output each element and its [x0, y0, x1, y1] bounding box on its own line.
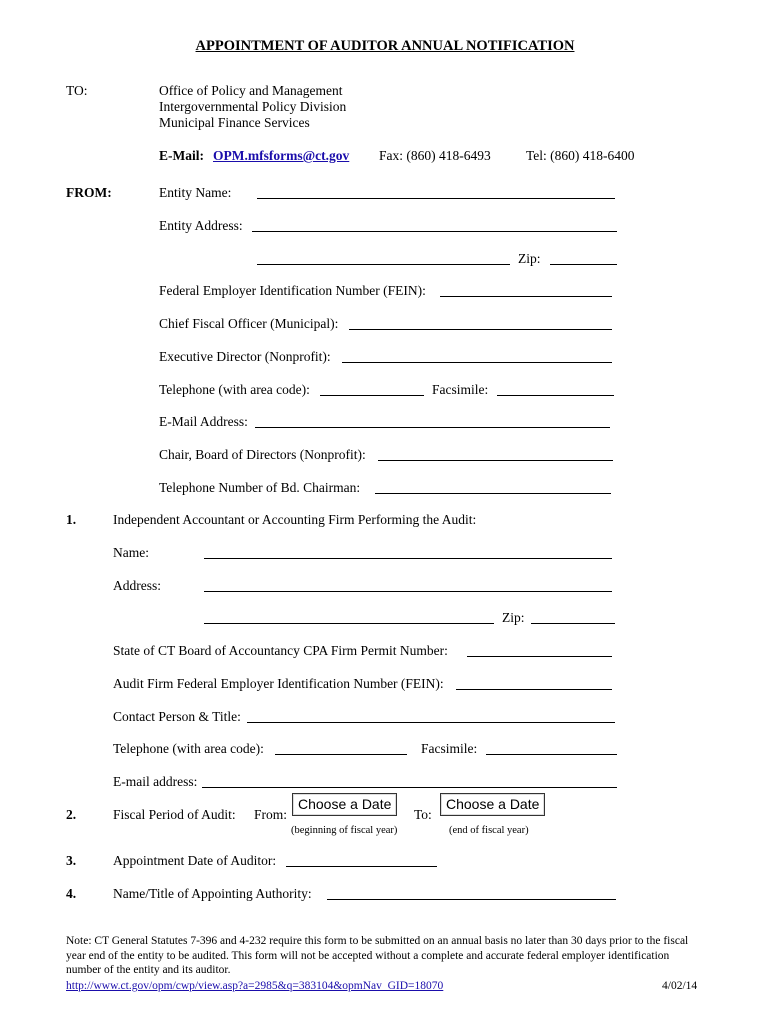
entity-address-line2-field[interactable] — [257, 264, 510, 265]
exec-director-label: Executive Director (Nonprofit): — [159, 349, 331, 364]
footer-url-link[interactable]: http://www.ct.gov/opm/cwp/view.asp?a=2985&q=383104&opmNav_GID=18070 — [66, 980, 444, 992]
section-1-number: 1. — [66, 512, 77, 527]
appointing-authority-field[interactable] — [327, 899, 616, 900]
auditor-facsimile-field[interactable] — [486, 754, 617, 755]
to-line-1: Office of Policy and Management — [159, 83, 343, 98]
auditor-address-field[interactable] — [204, 591, 612, 592]
from-date-picker[interactable]: Choose a Date — [292, 793, 397, 816]
auditor-fein-label: Audit Firm Federal Employer Identification Number (FEIN): — [113, 676, 444, 691]
entity-name-label: Entity Name: — [159, 185, 232, 200]
entity-address-field[interactable] — [252, 231, 617, 232]
section-1-heading: Independent Accountant or Accounting Firm Performing the Audit: — [113, 512, 477, 527]
telephone-field[interactable] — [320, 395, 424, 396]
auditor-address-label: Address: — [113, 578, 161, 593]
from-date-label: From: — [254, 807, 288, 822]
section-3-number: 3. — [66, 853, 77, 868]
to-line-2: Intergovernmental Policy Division — [159, 99, 347, 114]
to-date-hint: (end of fiscal year) — [449, 825, 529, 836]
contact-person-field[interactable] — [247, 722, 615, 723]
auditor-email-label: E-mail address: — [113, 774, 198, 789]
email-address-field[interactable] — [255, 427, 610, 428]
appointment-date-label: Appointment Date of Auditor: — [113, 853, 277, 868]
to-date-picker[interactable]: Choose a Date — [440, 793, 545, 816]
cfo-field[interactable] — [349, 329, 612, 330]
entity-zip-label: Zip: — [518, 251, 541, 266]
chair-telephone-label: Telephone Number of Bd. Chairman: — [159, 480, 361, 495]
auditor-email-field[interactable] — [202, 787, 617, 788]
revision-date: 4/02/14 — [662, 980, 698, 992]
fein-field[interactable] — [440, 296, 612, 297]
auditor-zip-field[interactable] — [531, 623, 615, 624]
section-4-number: 4. — [66, 886, 77, 901]
auditor-telephone-field[interactable] — [275, 754, 407, 755]
entity-address-label: Entity Address: — [159, 218, 243, 233]
from-date-hint: (beginning of fiscal year) — [291, 825, 398, 836]
to-label: TO: — [66, 83, 88, 98]
from-label: FROM: — [66, 185, 112, 200]
section-2-number: 2. — [66, 807, 77, 822]
facsimile-label: Facsimile: — [432, 382, 489, 397]
appointment-date-field[interactable] — [286, 866, 437, 867]
cfo-label: Chief Fiscal Officer (Municipal): — [159, 316, 339, 331]
fiscal-period-label: Fiscal Period of Audit: — [113, 807, 236, 822]
entity-name-field[interactable] — [257, 198, 615, 199]
chair-field[interactable] — [378, 460, 613, 461]
appointing-authority-label: Name/Title of Appointing Authority: — [113, 886, 312, 901]
email-link[interactable]: OPM.mfsforms@ct.gov — [213, 148, 350, 163]
statute-note: Note: CT General Statutes 7-396 and 4-232 require this form to be submitted on an annual basis no later than 30 days prior to the fiscal year end of the entity to be audited. This form will not be accepted without a complete and accurate federal employer identification number of the entity and its auditor. — [66, 935, 689, 976]
exec-director-field[interactable] — [342, 362, 612, 363]
auditor-name-label: Name: — [113, 545, 149, 560]
chair-label: Chair, Board of Directors (Nonprofit): — [159, 447, 366, 462]
telephone-label: Telephone (with area code): — [159, 382, 310, 397]
auditor-zip-label: Zip: — [502, 610, 525, 625]
auditor-address-line2-field[interactable] — [204, 623, 494, 624]
cpa-permit-field[interactable] — [467, 656, 612, 657]
email-label: E-Mail: — [159, 148, 204, 163]
to-date-label: To: — [414, 807, 432, 822]
auditor-fein-field[interactable] — [456, 689, 612, 690]
page-title: APPOINTMENT OF AUDITOR ANNUAL NOTIFICATION — [195, 38, 575, 54]
facsimile-field[interactable] — [497, 395, 614, 396]
chair-telephone-field[interactable] — [375, 493, 611, 494]
auditor-name-field[interactable] — [204, 558, 612, 559]
email-address-label: E-Mail Address: — [159, 414, 248, 429]
to-line-3: Municipal Finance Services — [159, 115, 310, 130]
auditor-facsimile-label: Facsimile: — [421, 741, 478, 756]
cpa-permit-label: State of CT Board of Accountancy CPA Firm Permit Number: — [113, 643, 448, 658]
fein-label: Federal Employer Identification Number (FEIN): — [159, 283, 426, 298]
contact-person-label: Contact Person & Title: — [113, 709, 241, 724]
auditor-telephone-label: Telephone (with area code): — [113, 741, 264, 756]
tel-number: Tel: (860) 418-6400 — [526, 148, 635, 163]
fax-number: Fax: (860) 418-6493 — [379, 148, 491, 163]
entity-zip-field[interactable] — [550, 264, 617, 265]
